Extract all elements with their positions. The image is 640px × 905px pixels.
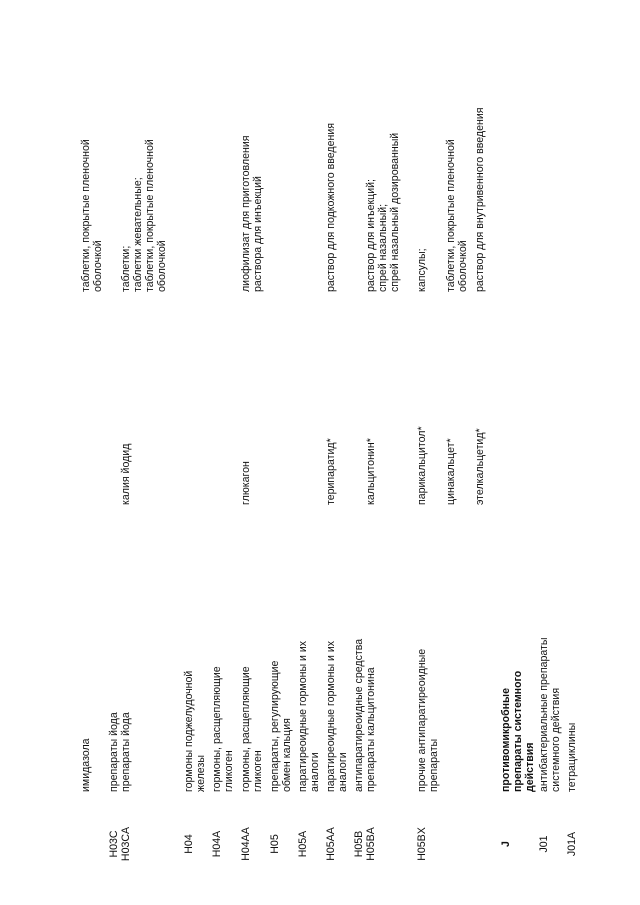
drug-name: кальцитонин* bbox=[365, 438, 377, 505]
row-name: системного действия bbox=[550, 687, 562, 792]
row-name: аналоги bbox=[309, 752, 321, 792]
row-name: препараты йода bbox=[108, 712, 120, 792]
atc-code: J bbox=[500, 841, 512, 847]
drug-name: терипаратид* bbox=[325, 438, 337, 505]
atc-code: H05B bbox=[353, 830, 365, 858]
row-form: спрей назальный; bbox=[377, 203, 389, 292]
row-form: спрей назальный дозированный bbox=[389, 132, 401, 292]
drug-name: глюкагон bbox=[240, 461, 252, 505]
atc-code: H05BX bbox=[416, 827, 428, 861]
row-name: противомикробные bbox=[500, 688, 512, 792]
row-form: таблетки, покрытые пленочной bbox=[144, 139, 156, 292]
row-form: раствор для инъекций; bbox=[365, 179, 377, 292]
drug-name: этелкальцетид* bbox=[474, 428, 486, 505]
row-form: таблетки, покрытые пленочной bbox=[445, 139, 457, 292]
row-form: раствор для внутривенного введения bbox=[474, 107, 486, 292]
row-form: таблетки; bbox=[120, 245, 132, 292]
row-name: железы bbox=[195, 755, 207, 792]
atc-code: H05 bbox=[269, 834, 281, 854]
atc-code: H03C bbox=[108, 830, 120, 858]
row-name: препараты системного bbox=[512, 670, 524, 792]
atc-code: H05A bbox=[297, 830, 309, 858]
row-form: таблетки жевательные; bbox=[132, 177, 144, 292]
row-name: препараты йода bbox=[120, 712, 132, 792]
row-name: гликоген bbox=[223, 750, 235, 792]
atc-code: H04AA bbox=[240, 827, 252, 861]
row-name: паратиреоидные гормоны и их bbox=[325, 640, 337, 792]
row-name: гормоны, расщепляющие bbox=[211, 666, 223, 792]
row-name: паратиреоидные гормоны и их bbox=[297, 640, 309, 792]
row-name: тетрациклины bbox=[566, 722, 578, 792]
drug-name: калия йодид bbox=[120, 443, 132, 505]
row-form: таблетки, покрытые пленочной bbox=[80, 139, 92, 292]
row-form: оболочкой bbox=[92, 240, 104, 292]
row-name: антипаратиреоидные средства bbox=[353, 638, 365, 792]
row-name: обмен кальция bbox=[281, 718, 293, 792]
row-name: аналоги bbox=[337, 752, 349, 792]
row-form: лиофилизат для приготовления bbox=[240, 135, 252, 292]
row-name: гормоны, расщепляющие bbox=[240, 666, 252, 792]
atc-code: H05AA bbox=[325, 827, 337, 861]
row-form: раствор для подкожного введения bbox=[325, 123, 337, 292]
row-form: капсулы; bbox=[416, 248, 428, 292]
atc-code: H04A bbox=[211, 830, 223, 858]
row-name: имидазола bbox=[80, 738, 92, 792]
row-name: антибактериальные препараты bbox=[538, 637, 550, 792]
row-name: гликоген bbox=[252, 750, 264, 792]
atc-code: H03CA bbox=[120, 826, 132, 862]
drug-name: цинакальцет* bbox=[445, 438, 457, 505]
atc-code: J01 bbox=[538, 835, 550, 853]
row-name: действия bbox=[524, 742, 536, 792]
atc-code: H04 bbox=[183, 834, 195, 854]
row-name: гормоны поджелудочной bbox=[183, 670, 195, 792]
drug-name: парикальцитол* bbox=[416, 426, 428, 505]
row-form: раствора для инъекций bbox=[252, 176, 264, 292]
atc-code: J01A bbox=[566, 831, 578, 857]
row-name: препараты кальцитонина bbox=[365, 667, 377, 792]
row-name: препараты bbox=[428, 738, 440, 792]
atc-code: H05BA bbox=[365, 827, 377, 861]
row-name: прочие антипаратиреоидные bbox=[416, 648, 428, 792]
row-form: оболочкой bbox=[457, 240, 469, 292]
row-name: препараты, регулирующие bbox=[269, 660, 281, 792]
row-form: оболочкой bbox=[156, 240, 168, 292]
